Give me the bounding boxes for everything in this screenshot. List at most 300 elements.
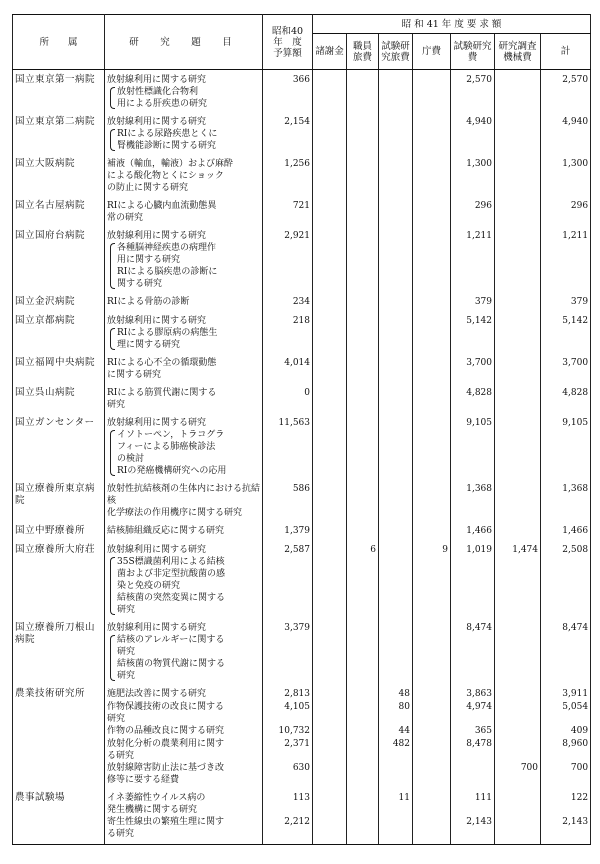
honorarium-cell xyxy=(313,816,347,845)
table-row xyxy=(13,725,591,738)
subtopic-bracket xyxy=(107,86,260,110)
research-travel-cell xyxy=(379,381,413,411)
budget-40-cell: 366 xyxy=(263,70,313,111)
topic-line: 作物の品種改良に関する研究 xyxy=(107,726,225,736)
topic-line: 常の研究 xyxy=(107,213,144,223)
topic-line: 作物保護技術の改良に関する xyxy=(107,702,225,712)
topic-cell xyxy=(105,411,263,477)
total-cell: 8,960 xyxy=(541,738,591,762)
equipment-cell xyxy=(495,70,541,111)
honorarium-cell xyxy=(313,701,347,725)
subtopic-line: RIによる脳疾患の診断に xyxy=(117,267,218,277)
research-travel-cell xyxy=(379,519,413,538)
topic-line: に関する研究 xyxy=(107,370,162,380)
research-travel-cell xyxy=(379,477,413,519)
office-cell xyxy=(413,682,451,701)
topic-cell xyxy=(105,381,263,411)
honorarium-cell xyxy=(313,477,347,519)
staff-travel-cell xyxy=(347,110,379,152)
research-travel-cell xyxy=(379,194,413,224)
staff-travel-cell xyxy=(347,351,379,381)
staff-travel-cell xyxy=(347,616,379,682)
topic-line: 寄生性線虫の繁殖生理に関す xyxy=(107,817,225,827)
office-cell: 9 xyxy=(413,538,451,616)
topic-cell xyxy=(105,816,263,845)
research-cost-cell: 296 xyxy=(451,194,495,224)
honorarium-cell xyxy=(313,152,347,194)
subtopic-line: 放射性標識化合物利 xyxy=(117,87,199,97)
total-cell: 9,105 xyxy=(541,411,591,477)
research-travel-cell xyxy=(379,70,413,111)
header-topic: 研 究 題 目 xyxy=(105,15,263,70)
header-col-total: 計 xyxy=(541,34,591,70)
research-travel-cell: 48 xyxy=(379,682,413,701)
research-cost-cell: 9,105 xyxy=(451,411,495,477)
budget-40-cell: 2,371 xyxy=(263,738,313,762)
research-travel-cell xyxy=(379,538,413,616)
table-row xyxy=(13,152,591,194)
header-col-research-travel: 試験研究旅費 xyxy=(379,34,413,70)
total-cell: 296 xyxy=(541,194,591,224)
topic-cell xyxy=(105,738,263,762)
table-row xyxy=(13,538,591,616)
budget-40-cell: 1,256 xyxy=(263,152,313,194)
topic-cell xyxy=(105,224,263,290)
equipment-cell xyxy=(495,519,541,538)
institution-cell: 国立京都病院 xyxy=(13,309,105,351)
research-cost-cell: 1,211 xyxy=(451,224,495,290)
institution-cell xyxy=(13,738,105,762)
institution-cell: 国立ガンセンター xyxy=(13,411,105,477)
topic-cell xyxy=(105,725,263,738)
budget-40-cell: 2,154 xyxy=(263,110,313,152)
equipment-cell xyxy=(495,290,541,309)
topic-line: 放射線利用に関する研究 xyxy=(107,75,207,85)
budget-40-cell: 2,813 xyxy=(263,682,313,701)
topic-line: 発生機構に関する研究 xyxy=(107,805,198,815)
budget-40-cell: 3,379 xyxy=(263,616,313,682)
honorarium-cell xyxy=(313,519,347,538)
institution-cell: 国立東京第一病院 xyxy=(13,70,105,111)
topic-line: る研究 xyxy=(107,751,135,761)
honorarium-cell xyxy=(313,725,347,738)
topic-cell xyxy=(105,309,263,351)
research-cost-cell: 1,466 xyxy=(451,519,495,538)
research-cost-cell: 3,700 xyxy=(451,351,495,381)
subtopic-line: 研究 xyxy=(117,671,136,681)
topic-line: 放射線利用に関する研究 xyxy=(107,231,207,241)
table-row xyxy=(13,701,591,725)
topic-cell xyxy=(105,194,263,224)
office-cell xyxy=(413,616,451,682)
institution-cell: 国立名古屋病院 xyxy=(13,194,105,224)
budget-40-cell: 4,014 xyxy=(263,351,313,381)
institution-cell: 国立中野療養所 xyxy=(13,519,105,538)
table-row xyxy=(13,381,591,411)
total-cell: 1,300 xyxy=(541,152,591,194)
header-request-41: 昭 和 41 年 度 要 求 額 xyxy=(313,15,591,34)
research-cost-cell: 379 xyxy=(451,290,495,309)
subtopic-bracket xyxy=(107,556,260,616)
table-row xyxy=(13,738,591,762)
research-travel-cell xyxy=(379,309,413,351)
staff-travel-cell xyxy=(347,194,379,224)
research-travel-cell xyxy=(379,152,413,194)
table-row xyxy=(13,519,591,538)
table-row xyxy=(13,816,591,845)
header-budget-40-line: 予算額 xyxy=(273,47,302,59)
equipment-cell: 1,474 xyxy=(495,538,541,616)
office-cell xyxy=(413,351,451,381)
total-cell: 2,508 xyxy=(541,538,591,616)
office-cell xyxy=(413,70,451,111)
staff-travel-cell xyxy=(347,70,379,111)
header-budget-40-line: 昭和40 xyxy=(271,25,304,37)
topic-line: による酸化物とくにショック xyxy=(107,171,224,181)
total-cell: 3,700 xyxy=(541,351,591,381)
table-row xyxy=(13,290,591,309)
table-row xyxy=(13,70,591,111)
subtopic-line: 35S標識菌利用による結核 xyxy=(117,557,225,567)
budget-40-cell: 11,563 xyxy=(263,411,313,477)
research-travel-cell xyxy=(379,290,413,309)
equipment-cell xyxy=(495,224,541,290)
subtopic-bracket xyxy=(107,327,260,351)
institution-cell: 国立東京第二病院 xyxy=(13,110,105,152)
honorarium-cell xyxy=(313,738,347,762)
header-budget-40 xyxy=(263,15,313,70)
staff-travel-cell xyxy=(347,224,379,290)
staff-travel-cell xyxy=(347,411,379,477)
office-cell xyxy=(413,816,451,845)
equipment-cell xyxy=(495,682,541,701)
research-travel-cell: 44 xyxy=(379,725,413,738)
office-cell xyxy=(413,224,451,290)
subtopic-line: 研究 xyxy=(117,605,136,615)
research-cost-cell: 4,828 xyxy=(451,381,495,411)
research-travel-cell: 482 xyxy=(379,738,413,762)
research-cost-cell: 1,300 xyxy=(451,152,495,194)
honorarium-cell xyxy=(313,411,347,477)
topic-line: 放射性抗結核剤の生体内における抗結核 xyxy=(107,484,261,506)
total-cell: 700 xyxy=(541,762,591,786)
topic-line: 修等に要する経費 xyxy=(107,775,180,785)
topic-cell xyxy=(105,152,263,194)
header-col-equipment: 研究調査機械費 xyxy=(495,34,541,70)
research-cost-cell: 3,863 xyxy=(451,682,495,701)
staff-travel-cell xyxy=(347,816,379,845)
subtopic-line: RIによる尿路疾患とくに xyxy=(117,129,218,139)
honorarium-cell xyxy=(313,786,347,816)
subtopic-line: RIの発癌機構研究への応用 xyxy=(117,466,227,476)
budget-table xyxy=(12,14,591,845)
honorarium-cell xyxy=(313,290,347,309)
topic-line: 放射線利用に関する研究 xyxy=(107,623,207,633)
topic-line: RIによる心不全の循環動態 xyxy=(107,358,217,368)
staff-travel-cell xyxy=(347,477,379,519)
total-cell: 5,054 xyxy=(541,701,591,725)
institution-cell: 国立呉山病院 xyxy=(13,381,105,411)
topic-cell xyxy=(105,786,263,816)
total-cell: 122 xyxy=(541,786,591,816)
subtopic-line: 結核のアレルギーに関する xyxy=(117,635,225,645)
subtopic-line: 結核菌の物質代謝に関する xyxy=(117,659,226,669)
topic-cell xyxy=(105,616,263,682)
staff-travel-cell xyxy=(347,152,379,194)
equipment-cell xyxy=(495,194,541,224)
subtopic-line: の検討 xyxy=(117,454,145,464)
research-cost-cell: 111 xyxy=(451,786,495,816)
budget-40-cell: 630 xyxy=(263,762,313,786)
honorarium-cell xyxy=(313,682,347,701)
equipment-cell xyxy=(495,616,541,682)
office-cell xyxy=(413,194,451,224)
office-cell xyxy=(413,725,451,738)
research-travel-cell xyxy=(379,616,413,682)
header-budget-40-line: 年 度 xyxy=(273,36,302,48)
topic-line: 放射線利用に関する研究 xyxy=(107,316,207,326)
institution-cell: 国立療養所大府荘 xyxy=(13,538,105,616)
research-cost-cell: 4,974 xyxy=(451,701,495,725)
staff-travel-cell xyxy=(347,725,379,738)
topic-line: 放射線障害防止法に基づき改 xyxy=(107,763,225,773)
table-row xyxy=(13,762,591,786)
staff-travel-cell xyxy=(347,762,379,786)
honorarium-cell xyxy=(313,110,347,152)
topic-line: 放射線利用に関する研究 xyxy=(107,117,207,127)
honorarium-cell xyxy=(313,309,347,351)
subtopic-bracket xyxy=(107,634,260,682)
subtopic-line: 菌および非定型抗酸菌の感 xyxy=(117,569,226,579)
budget-40-cell: 10,732 xyxy=(263,725,313,738)
equipment-cell xyxy=(495,816,541,845)
honorarium-cell xyxy=(313,194,347,224)
header-col-staff-travel: 職員旅費 xyxy=(347,34,379,70)
topic-line: RIによる心臓内血流動態異 xyxy=(107,201,217,211)
equipment-cell xyxy=(495,786,541,816)
table-row xyxy=(13,616,591,682)
staff-travel-cell xyxy=(347,682,379,701)
table-row xyxy=(13,477,591,519)
equipment-cell xyxy=(495,381,541,411)
office-cell xyxy=(413,381,451,411)
equipment-cell xyxy=(495,411,541,477)
subtopic-line: 用による肝疾患の研究 xyxy=(117,99,208,109)
table-row xyxy=(13,309,591,351)
topic-cell xyxy=(105,110,263,152)
subtopic-line: 染と免疫の研究 xyxy=(117,581,181,591)
budget-40-cell: 4,105 xyxy=(263,701,313,725)
institution-cell: 国立福岡中央病院 xyxy=(13,351,105,381)
equipment-cell xyxy=(495,351,541,381)
topic-cell xyxy=(105,70,263,111)
topic-cell xyxy=(105,290,263,309)
budget-40-cell: 113 xyxy=(263,786,313,816)
institution-cell: 国立療養所東京病院 xyxy=(13,477,105,519)
equipment-cell xyxy=(495,309,541,351)
topic-line: 放射線利用に関する研究 xyxy=(107,418,207,428)
institution-cell xyxy=(13,725,105,738)
institution-cell: 国立国府台病院 xyxy=(13,224,105,290)
topic-line: RIによる筋質代謝に関する xyxy=(107,388,217,398)
total-cell: 2,570 xyxy=(541,70,591,111)
table-row xyxy=(13,786,591,816)
subtopic-line: フィーによる肺癌検診法 xyxy=(117,442,216,452)
research-cost-cell: 4,940 xyxy=(451,110,495,152)
honorarium-cell xyxy=(313,381,347,411)
total-cell: 409 xyxy=(541,725,591,738)
research-cost-cell: 8,474 xyxy=(451,616,495,682)
total-cell: 5,142 xyxy=(541,309,591,351)
office-cell xyxy=(413,411,451,477)
office-cell xyxy=(413,738,451,762)
subtopic-line: RIによる膠原病の病態生 xyxy=(117,328,218,338)
institution-cell xyxy=(13,701,105,725)
staff-travel-cell xyxy=(347,309,379,351)
research-cost-cell: 8,478 xyxy=(451,738,495,762)
table-row xyxy=(13,351,591,381)
subtopic-line: 結核菌の突然変異に関する xyxy=(117,593,226,603)
total-cell: 1,368 xyxy=(541,477,591,519)
topic-line: 補液（輸血，輸液）および麻酔 xyxy=(107,159,234,169)
total-cell: 3,911 xyxy=(541,682,591,701)
subtopic-line: 研究 xyxy=(117,647,136,657)
topic-cell xyxy=(105,351,263,381)
topic-line: RIによる骨筋の診断 xyxy=(107,297,190,307)
honorarium-cell xyxy=(313,762,347,786)
topic-line: 施肥法改善に関する研究 xyxy=(107,689,207,699)
equipment-cell xyxy=(495,738,541,762)
header-col-research-cost: 試験研究費 xyxy=(451,34,495,70)
table-row xyxy=(13,110,591,152)
topic-line: 結核肺組織反応に関する研究 xyxy=(107,526,225,536)
topic-cell xyxy=(105,762,263,786)
budget-40-cell: 1,379 xyxy=(263,519,313,538)
topic-line: 放射化分析の農業利用に関す xyxy=(107,739,225,749)
topic-cell xyxy=(105,477,263,519)
topic-line: の防止に関する研究 xyxy=(107,183,189,193)
budget-40-cell: 218 xyxy=(263,309,313,351)
research-travel-cell xyxy=(379,411,413,477)
staff-travel-cell xyxy=(347,519,379,538)
budget-40-cell: 2,921 xyxy=(263,224,313,290)
research-travel-cell: 11 xyxy=(379,786,413,816)
topic-line: 化学療法の作用機序に関する研究 xyxy=(107,508,243,518)
research-cost-cell: 2,143 xyxy=(451,816,495,845)
subtopic-bracket xyxy=(107,242,260,290)
topic-cell xyxy=(105,538,263,616)
subtopic-line: 理に関する研究 xyxy=(117,340,181,350)
total-cell: 2,143 xyxy=(541,816,591,845)
equipment-cell xyxy=(495,701,541,725)
institution-cell: 国立療養所刀根山病院 xyxy=(13,616,105,682)
staff-travel-cell xyxy=(347,701,379,725)
office-cell xyxy=(413,110,451,152)
office-cell xyxy=(413,701,451,725)
honorarium-cell xyxy=(313,70,347,111)
research-travel-cell xyxy=(379,224,413,290)
table-row xyxy=(13,682,591,701)
research-cost-cell: 1,019 xyxy=(451,538,495,616)
header-institution: 所 属 xyxy=(13,15,105,70)
institution-cell: 農業技術研究所 xyxy=(13,682,105,701)
topic-line: 放射線利用に関する研究 xyxy=(107,545,207,555)
institution-cell: 国立大阪病院 xyxy=(13,152,105,194)
topic-line: イネ萎縮性ウイルス病の xyxy=(107,793,206,803)
equipment-cell xyxy=(495,477,541,519)
header-col-office: 庁費 xyxy=(413,34,451,70)
table-row xyxy=(13,194,591,224)
budget-40-cell: 721 xyxy=(263,194,313,224)
equipment-cell xyxy=(495,725,541,738)
table-row xyxy=(13,411,591,477)
equipment-cell xyxy=(495,110,541,152)
institution-cell xyxy=(13,762,105,786)
research-cost-cell: 1,368 xyxy=(451,477,495,519)
office-cell xyxy=(413,290,451,309)
research-travel-cell xyxy=(379,110,413,152)
research-cost-cell: 365 xyxy=(451,725,495,738)
honorarium-cell xyxy=(313,616,347,682)
office-cell xyxy=(413,152,451,194)
budget-40-cell: 2,212 xyxy=(263,816,313,845)
budget-40-cell: 2,587 xyxy=(263,538,313,616)
office-cell xyxy=(413,477,451,519)
subtopic-bracket xyxy=(107,429,260,477)
subtopic-bracket xyxy=(107,128,260,152)
total-cell: 1,211 xyxy=(541,224,591,290)
research-cost-cell xyxy=(451,762,495,786)
staff-travel-cell xyxy=(347,290,379,309)
honorarium-cell xyxy=(313,538,347,616)
total-cell: 4,940 xyxy=(541,110,591,152)
topic-line: 研究 xyxy=(107,400,126,410)
subtopic-line: イソトーペン，トラコグラ xyxy=(117,430,225,440)
table-body xyxy=(13,70,591,845)
total-cell: 8,474 xyxy=(541,616,591,682)
total-cell: 1,466 xyxy=(541,519,591,538)
institution-cell: 農事試験場 xyxy=(13,786,105,816)
research-travel-cell xyxy=(379,351,413,381)
staff-travel-cell xyxy=(347,738,379,762)
office-cell xyxy=(413,762,451,786)
topic-cell xyxy=(105,682,263,701)
topic-line: 研究 xyxy=(107,714,126,724)
topic-line: る研究 xyxy=(107,829,135,839)
subtopic-line: 各種脳神経疾患の病理作 xyxy=(117,243,217,253)
research-travel-cell xyxy=(379,762,413,786)
research-cost-cell: 2,570 xyxy=(451,70,495,111)
topic-cell xyxy=(105,519,263,538)
research-travel-cell: 80 xyxy=(379,701,413,725)
total-cell: 379 xyxy=(541,290,591,309)
header-col-honorarium: 諸謝金 xyxy=(313,34,347,70)
staff-travel-cell xyxy=(347,786,379,816)
equipment-cell xyxy=(495,152,541,194)
office-cell xyxy=(413,309,451,351)
total-cell: 4,828 xyxy=(541,381,591,411)
research-travel-cell xyxy=(379,816,413,845)
table-row xyxy=(13,224,591,290)
institution-cell xyxy=(13,816,105,845)
subtopic-line: 関する研究 xyxy=(117,279,163,289)
topic-cell xyxy=(105,701,263,725)
budget-40-cell: 0 xyxy=(263,381,313,411)
equipment-cell: 700 xyxy=(495,762,541,786)
budget-40-cell: 234 xyxy=(263,290,313,309)
staff-travel-cell xyxy=(347,381,379,411)
institution-cell: 国立金沢病院 xyxy=(13,290,105,309)
